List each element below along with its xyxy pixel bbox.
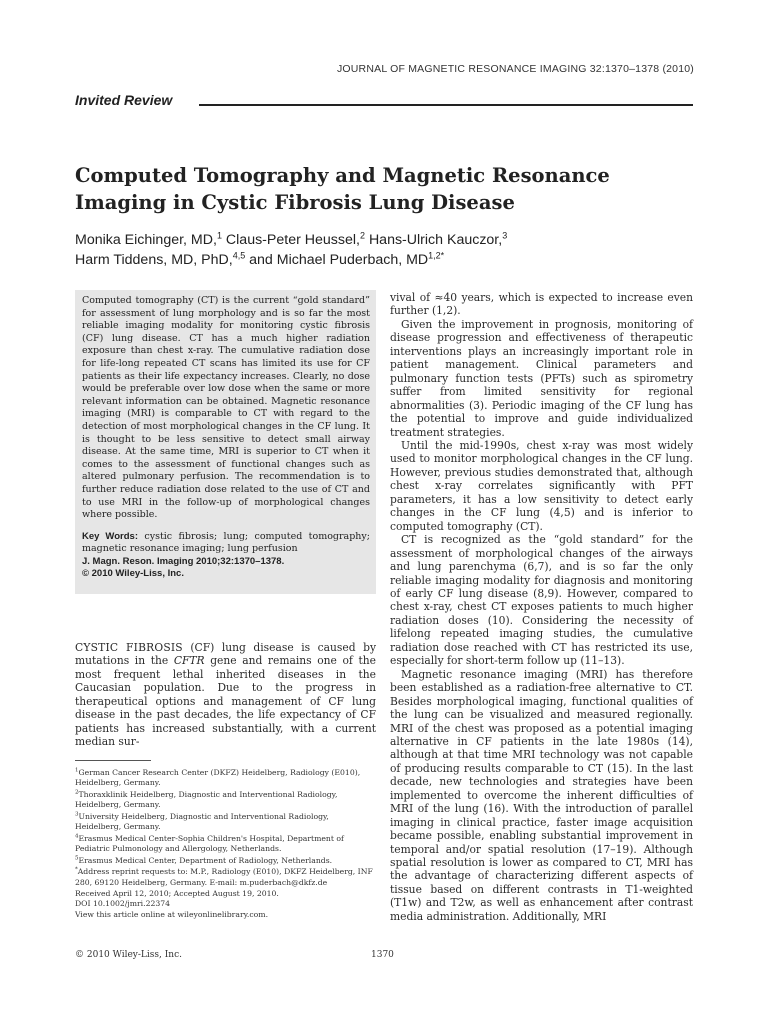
- abstract-copyright: © 2010 Wiley-Liss, Inc.: [82, 568, 184, 580]
- left-column-body: [75, 641, 376, 749]
- article-title: Computed Tomography and Magnetic Resonance Imaging in Cystic Fibrosis Lung Disease: [75, 164, 610, 214]
- footnote: [75, 834, 376, 854]
- body-paragraph: vival of ≈40 years, which is expected to increase even further (1,2).: [390, 291, 693, 318]
- footnote-marker: 5: [75, 855, 79, 862]
- keywords-label: Key Words:: [82, 530, 138, 542]
- doi[interactable]: DOI 10.1002/jmri.22374: [75, 899, 171, 909]
- received-dates: Received April 12, 2010; Accepted August 19, 2010.: [75, 889, 279, 899]
- footnote: [75, 768, 376, 788]
- body-paragraph: Until the mid-1990s, chest x-ray was most widely used to monitor morphological changes in the CF lung. However, previous studies demonstrated that, although chest x-ray correlates significantly with PFT parameters, it has a low sensitivity to detect early changes in the CF lung (4,5) and is inferior to computed tomography (CT).: [390, 438, 693, 533]
- author[interactable]: Michael Puderbach, MD: [276, 252, 429, 268]
- footer-copyright: © 2010 Wiley-Liss, Inc.: [75, 950, 182, 960]
- footnote-marker: 3: [75, 811, 79, 818]
- author[interactable]: Monika Eichinger, MD,: [75, 232, 217, 248]
- journal-header: JOURNAL OF MAGNETIC RESONANCE IMAGING 32:1370–1378 (2010): [336, 63, 694, 75]
- footnote-text: German Cancer Research Center (DKFZ) Heidelberg, Radiology (E010), Heidelberg, Germany.: [75, 768, 361, 788]
- author-affiliation: 4,5: [232, 250, 246, 261]
- citation: J. Magn. Reson. Imaging 2010;32:1370–1378.: [82, 555, 285, 567]
- online-note[interactable]: View this article online at wileyonlinelibrary.com.: [75, 909, 269, 919]
- lead-in: CYSTIC FIBROSIS: [75, 641, 183, 654]
- footnote-text: Erasmus Medical Center-Sophia Children's Hospital, Department of Pediatric Pulmonology and Allergology, Netherlands.: [75, 833, 344, 853]
- intro-text-continued: gene and remains one of the most frequent lethal inherited diseases in the Caucasian population. Due to the progress in therapeutical options and management of CF lung disease in the past decades, the life expectancy of CF patients has increased substantially, with a current median sur-: [75, 654, 376, 749]
- author-list: [75, 230, 695, 270]
- footnote-rule: [75, 760, 151, 761]
- author[interactable]: Hans-Ulrich Kauczor,: [368, 232, 503, 248]
- author[interactable]: Claus-Peter Heussel,: [225, 232, 360, 248]
- author[interactable]: Harm Tiddens, MD, PhD,: [75, 252, 233, 268]
- section-rule: [199, 104, 693, 106]
- intro-paragraph: [75, 641, 376, 749]
- keywords: [82, 531, 370, 556]
- footnote-text: University Heidelberg, Diagnostic and Interventional Radiology, Heidelberg, Germany.: [75, 811, 329, 832]
- footnote-text: Erasmus Medical Center, Department of Radiology, Netherlands.: [78, 855, 333, 865]
- footnote: [75, 856, 376, 866]
- author-separator: and: [245, 252, 277, 268]
- author-affiliation: 1: [216, 230, 222, 241]
- keywords-list: cystic fibrosis; lung; computed tomography; magnetic resonance imaging; lung perfusion: [82, 530, 370, 555]
- footnote-text[interactable]: Address reprint requests to: M.P., Radiology (E010), DKFZ Heidelberg, INF 280, 69120 Heidelberg, Germany. E-mail: m.puderbach@dkfz.de: [75, 867, 373, 887]
- body-paragraph: CT is recognized as the “gold standard” for the assessment of morphological changes of the airways and lung parenchyma (6,7), and is so far the only reliable imaging modality for diagnosis and monitoring of early CF lung disease (8,9). However, compared to chest x-ray, chest CT exposes patients to much higher radiation doses (10). Considering the necessity of lifelong repeated imaging studies, the cumulative radiation dose reached with CT has restricted its use, especially for short-term follow up (11–13).: [390, 533, 693, 668]
- section-label: Invited Review: [75, 92, 173, 108]
- author-affiliation: 2: [359, 230, 365, 241]
- intro-text: (CF) lung disease is caused by mutations in the: [75, 641, 377, 668]
- gene-name: CFTR: [173, 654, 205, 668]
- page-number: 1370: [371, 950, 394, 960]
- footnote-marker: 1: [75, 767, 79, 774]
- right-column-body: [390, 291, 693, 923]
- body-paragraph: Magnetic resonance imaging (MRI) has therefore been established as a radiation-free alternative to CT. Besides morphological imaging, functional qualities of the lung can be visualized and measured regionally. MRI of the chest was proposed as a potential imaging alternative in CF patients in the late 1980s (14), although at that time MRI technology was not capable of producing results comparable to CT (15). In the last decade, new technologies and strategies have been implemented to overcome the inherent difficulties of MRI of the lung (16). With the introduction of parallel imaging in clinical practice, faster image acquisition became possible, enabling substantial improvement in temporal and/or spatial resolution (17–19). Although spatial resolution is lower as compared to CT, MRI has the advantage of characterizing different aspects of tissue based on different contrasts in T1-weighted (T1w) and T2w, as well as enhancement after contrast media administration. Additionally, MRI: [390, 667, 693, 923]
- footnote-marker: 4: [75, 833, 79, 840]
- footnote: [75, 790, 376, 810]
- footnote-marker: 2: [75, 789, 79, 796]
- abstract-box: [75, 290, 376, 594]
- footnote: [75, 812, 376, 832]
- footnote: [75, 867, 376, 887]
- footnote-marker: *: [75, 866, 78, 873]
- footnote-text: Thoraxklinik Heidelberg, Diagnostic and Interventional Radiology, Heidelberg, Germany.: [75, 789, 338, 810]
- author-affiliation: 1,2*: [428, 250, 445, 261]
- author-affiliation: 3: [502, 230, 508, 241]
- abstract-text: Computed tomography (CT) is the current “gold standard” for assessment of lung morphology and is so far the most reliable imaging modality for monitoring cystic fibrosis (CF) lung disease. CT has a much higher radiation exposure than chest x-ray. The cumulative radiation dose for life-long repeated CT scans has limited its use for CF patients as their life expectancy increases. Clearly, no dose would be preferable over low dose when the same or more relevant information can be obtained. Magnetic resonance imaging (MRI) is comparable to CT with regard to the detection of most morphological changes in the CF lung. It is thought to be less sensitive to detect small airway disease. At the same time, MRI is superior to CT when it comes to the assessment of functional changes such as altered pulmonary perfusion. The recommendation is to further reduce radiation dose related to the use of CT and to use MRI in the follow-up of morphological changes where possible.: [82, 295, 370, 521]
- body-paragraph: Given the improvement in prognosis, monitoring of disease progression and effectiveness of therapeutic interventions plays an increasingly important role in patient management. Clinical parameters and pulmonary function tests (PFTs) such as spirometry suffer from limited sensitivity for regional abnormalities (3). Periodic imaging of the CF lung has the potential to improve and guide individualized treatment strategies.: [390, 317, 693, 439]
- footnotes: [75, 768, 376, 920]
